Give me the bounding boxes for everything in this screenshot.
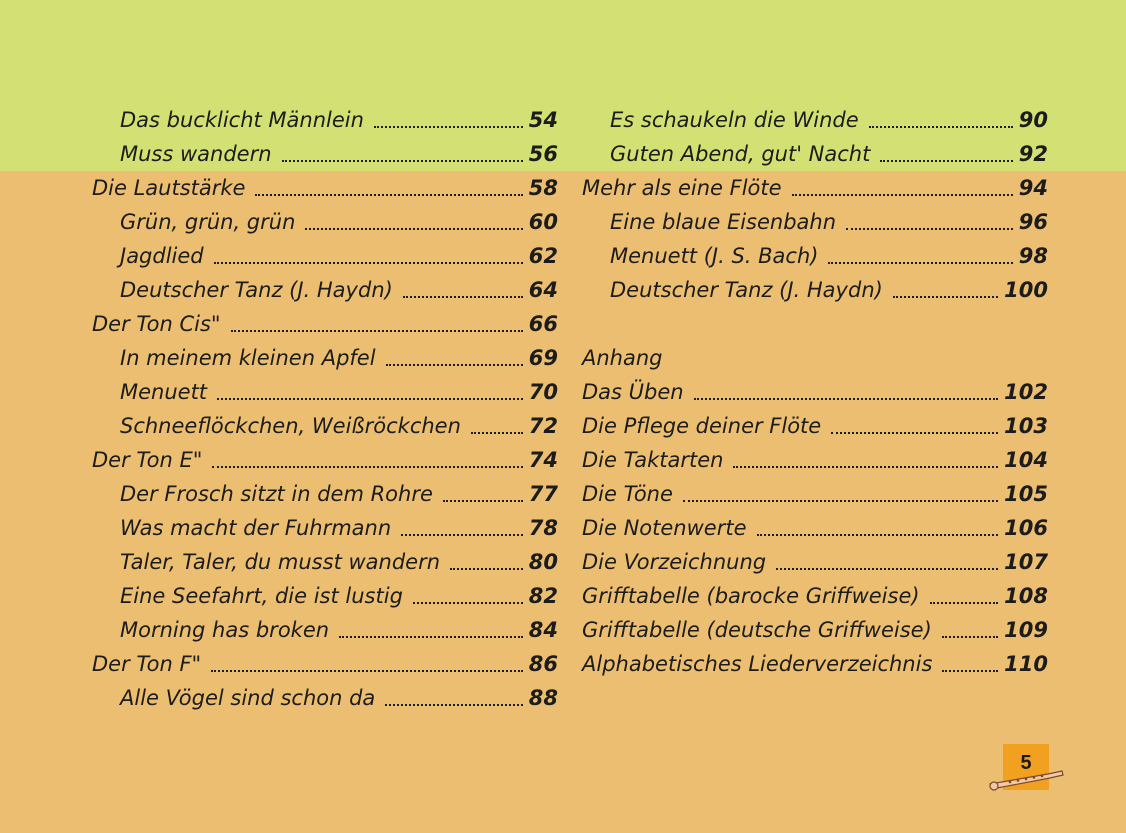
toc-entry-page: 56: [528, 142, 558, 166]
page-number: 5: [1020, 752, 1032, 774]
toc-dot-leader: [217, 392, 523, 400]
toc-entry-title: In meinem kleinen Apfel: [120, 346, 376, 370]
toc-dot-leader: [413, 596, 523, 604]
appendix-heading: Anhang: [582, 346, 663, 370]
toc-dot-leader: [776, 562, 998, 570]
toc-entry-title: Alphabetisches Liederverzeichnis: [582, 652, 933, 676]
toc-dot-leader: [386, 358, 523, 366]
toc-entry: [92, 443, 558, 477]
toc-entry: [582, 137, 1048, 171]
toc-dot-leader: [339, 630, 523, 638]
toc-entry: [582, 273, 1048, 307]
toc-dot-leader: [385, 698, 522, 706]
toc-dot-leader: [880, 154, 1012, 162]
toc-entry-page: 60: [528, 210, 558, 234]
toc-dot-leader: [403, 290, 523, 298]
toc-dot-leader: [305, 222, 522, 230]
toc-entry-title: Schneeflöckchen, Weißröckchen: [120, 414, 461, 438]
toc-dot-leader: [828, 256, 1012, 264]
toc-dot-leader: [831, 426, 998, 434]
toc-entry-page: 106: [1004, 516, 1048, 540]
toc-entry-title: Eine Seefahrt, die ist lustig: [120, 584, 403, 608]
toc-entry: [92, 579, 558, 613]
toc-entry: [582, 205, 1048, 239]
toc-entry-title: Grün, grün, grün: [120, 210, 296, 234]
toc-entry-title: Menuett: [120, 380, 208, 404]
toc-entry-page: 80: [528, 550, 558, 574]
toc-dot-leader: [869, 120, 1013, 128]
toc-entry-page: 103: [1004, 414, 1048, 438]
toc-entry-title: Grifftabelle (barocke Griffweise): [582, 584, 920, 608]
toc-dot-leader: [374, 120, 523, 128]
toc-entry-title: Deutscher Tanz (J. Haydn): [120, 278, 393, 302]
toc-entry: [92, 375, 558, 409]
toc-entry: [92, 307, 558, 341]
toc-entry-page: 64: [528, 278, 558, 302]
toc-entry-title: Was macht der Fuhrmann: [120, 516, 392, 540]
toc-entry-title: Guten Abend, gut' Nacht: [610, 142, 871, 166]
toc-entry-page: 54: [528, 108, 558, 132]
toc-entry: [582, 409, 1048, 443]
recorder-flute-icon: [988, 762, 1064, 792]
toc-entry-page: 98: [1018, 244, 1048, 268]
toc-entry-title: Es schaukeln die Winde: [610, 108, 859, 132]
toc-entry: [92, 103, 558, 137]
toc-entry: [582, 239, 1048, 273]
toc-entry-page: 110: [1004, 652, 1048, 676]
toc-entry-page: 104: [1004, 448, 1048, 472]
toc-entry-page: 108: [1004, 584, 1048, 608]
toc-dot-leader: [757, 528, 999, 536]
toc-entry-title: Muss wandern: [120, 142, 272, 166]
toc-dot-leader: [694, 392, 999, 400]
toc-entry-page: 102: [1004, 380, 1048, 404]
toc-entry-page: 105: [1004, 482, 1048, 506]
toc-entry-title: Alle Vögel sind schon da: [120, 686, 376, 710]
toc-dot-leader: [231, 324, 523, 332]
toc-entry-title: Die Vorzeichnung: [582, 550, 767, 574]
toc-entry: [92, 511, 558, 545]
toc-dot-leader: [214, 256, 523, 264]
toc-dot-leader: [733, 460, 998, 468]
toc-entry-title: Der Ton E": [92, 448, 203, 472]
toc-entry-page: 90: [1018, 108, 1048, 132]
toc-entry-title: Die Taktarten: [582, 448, 724, 472]
toc-entry: [582, 613, 1048, 647]
toc-entry-title: Die Pflege deiner Flöte: [582, 414, 822, 438]
toc-entry-page: 58: [528, 176, 558, 200]
toc-dot-leader: [255, 188, 522, 196]
toc-dot-leader: [212, 460, 522, 468]
toc-dot-leader: [893, 290, 998, 298]
toc-entry-page: 109: [1004, 618, 1048, 642]
toc-entry-title: Jagdlied: [120, 244, 204, 268]
toc-entry: [92, 613, 558, 647]
toc-dot-leader: [450, 562, 523, 570]
toc-entry: [582, 511, 1048, 545]
toc-entry-title: Der Ton F": [92, 652, 202, 676]
toc-entry-page: 88: [528, 686, 558, 710]
toc-entry-page: 72: [528, 414, 558, 438]
toc-entry: [92, 545, 558, 579]
toc-entry: [92, 205, 558, 239]
toc-entry-page: 70: [528, 380, 558, 404]
toc-entry-page: 77: [528, 482, 558, 506]
toc-entry: [92, 239, 558, 273]
toc-entry: [92, 681, 558, 715]
toc-entry-page: 92: [1018, 142, 1048, 166]
toc-entry: [582, 443, 1048, 477]
toc-entry-page: 86: [528, 652, 558, 676]
toc-entry-page: 69: [528, 346, 558, 370]
toc-dot-leader: [846, 222, 1013, 230]
toc-entry-title: Morning has broken: [120, 618, 330, 642]
toc-entry-page: 82: [528, 584, 558, 608]
toc-entry-title: Eine blaue Eisenbahn: [610, 210, 837, 234]
toc-entry-page: 74: [528, 448, 558, 472]
toc-entry-page: 84: [528, 618, 558, 642]
toc-entry-page: 66: [528, 312, 558, 336]
toc-entry-page: 62: [528, 244, 558, 268]
toc-entry: [582, 545, 1048, 579]
toc-entry-page: 107: [1004, 550, 1048, 574]
toc-entry: [582, 579, 1048, 613]
toc-entry: [92, 273, 558, 307]
toc-entry-title: Die Notenwerte: [582, 516, 747, 540]
toc-dot-leader: [930, 596, 999, 604]
toc-dot-leader: [401, 528, 523, 536]
toc-dot-leader: [792, 188, 1013, 196]
toc-entry-page: 94: [1018, 176, 1048, 200]
toc-dot-leader: [942, 630, 998, 638]
toc-entry-title: Der Frosch sitzt in dem Rohre: [120, 482, 433, 506]
toc-entry: [92, 409, 558, 443]
toc-entry: [92, 341, 558, 375]
toc-entry-title: Die Lautstärke: [92, 176, 246, 200]
toc-entry: [92, 647, 558, 681]
toc-dot-leader: [211, 664, 523, 672]
toc-entry-page: 100: [1004, 278, 1048, 302]
toc-entry-page: 78: [528, 516, 558, 540]
toc-entry-title: Menuett (J. S. Bach): [610, 244, 819, 268]
toc-entry: [582, 375, 1048, 409]
toc-dot-leader: [282, 154, 523, 162]
toc-entry: [582, 103, 1048, 137]
toc-dot-leader: [942, 664, 998, 672]
toc-entry-title: Das Üben: [582, 380, 684, 404]
toc-entry-title: Das bucklicht Männlein: [120, 108, 364, 132]
toc-left-column: [92, 103, 558, 715]
toc-dot-leader: [443, 494, 523, 502]
toc-entry: [92, 477, 558, 511]
toc-right-column: [582, 103, 1048, 681]
toc-entry: [92, 171, 558, 205]
toc-entry-title: Mehr als eine Flöte: [582, 176, 782, 200]
toc-entry: [582, 477, 1048, 511]
toc-entry-title: Taler, Taler, du musst wandern: [120, 550, 441, 574]
toc-entry-title: Deutscher Tanz (J. Haydn): [610, 278, 883, 302]
toc-entry-title: Der Ton Cis": [92, 312, 221, 336]
toc-entry: [582, 647, 1048, 681]
toc-entry: [582, 171, 1048, 205]
toc-dot-leader: [471, 426, 523, 434]
toc-entry-title: Die Töne: [582, 482, 673, 506]
toc-entry-title: Grifftabelle (deutsche Griffweise): [582, 618, 932, 642]
toc-spacer: [582, 307, 1048, 341]
toc-entry-page: 96: [1018, 210, 1048, 234]
toc-entry: [92, 137, 558, 171]
toc-dot-leader: [683, 494, 998, 502]
